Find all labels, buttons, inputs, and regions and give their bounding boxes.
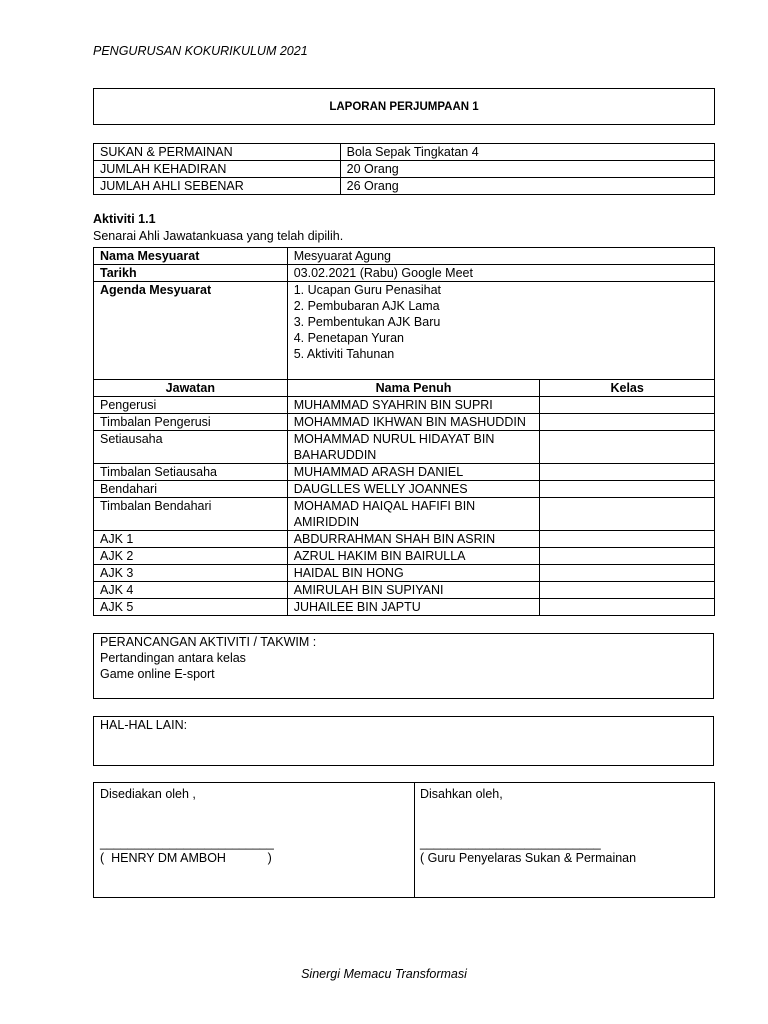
committee-position-cell: Timbalan Setiausaha <box>94 464 288 481</box>
report-title-box <box>93 88 715 125</box>
table-row <box>94 431 715 464</box>
summary-table <box>93 143 715 195</box>
agenda-item: 1. Ucapan Guru Penasihat <box>293 283 442 297</box>
approved-by-section <box>414 783 714 897</box>
committee-name-cell: MOHAMMAD NURUL HIDAYAT BIN BAHARUDDIN <box>287 431 540 464</box>
committee-class-cell <box>540 414 715 431</box>
committee-class-cell <box>540 599 715 616</box>
committee-class-cell <box>540 481 715 498</box>
summary-row <box>94 161 715 178</box>
committee-header-row <box>94 380 715 397</box>
page-footer: Sinergi Memacu Transformasi <box>301 967 467 981</box>
committee-position-cell: Timbalan Bendahari <box>94 498 288 531</box>
prepared-by-label: Disediakan oleh , <box>100 787 196 801</box>
table-row <box>94 481 715 498</box>
table-row <box>94 548 715 565</box>
committee-table <box>93 247 715 616</box>
summary-row <box>94 144 715 161</box>
activity-title: Aktiviti 1.1 <box>93 212 156 226</box>
committee-name-cell: ABDURRAHMAN SHAH BIN ASRIN <box>287 531 540 548</box>
committee-position-cell: AJK 1 <box>94 531 288 548</box>
agenda-item: 2. Pembubaran AJK Lama <box>293 299 440 313</box>
committee-name-cell: JUHAILEE BIN JAPTU <box>287 599 540 616</box>
committee-name-cell: AZRUL HAKIM BIN BAIRULLA <box>287 548 540 565</box>
table-row <box>94 582 715 599</box>
summary-row <box>94 178 715 195</box>
summary-label: JUMLAH AHLI SEBENAR <box>94 178 341 195</box>
committee-class-cell <box>540 464 715 481</box>
meeting-date-value: 03.02.2021 (Rabu) Google Meet <box>287 265 714 282</box>
meeting-date-row <box>94 265 715 282</box>
meeting-agenda-label: Agenda Mesyuarat <box>94 282 288 380</box>
summary-value: Bola Sepak Tingkatan 4 <box>340 144 714 161</box>
committee-name-cell: DAUGLLES WELLY JOANNES <box>287 481 540 498</box>
committee-class-cell <box>540 548 715 565</box>
committee-name-cell: HAIDAL BIN HONG <box>287 565 540 582</box>
committee-position-cell: AJK 5 <box>94 599 288 616</box>
summary-value: 26 Orang <box>340 178 714 195</box>
meeting-date-label: Tarikh <box>94 265 288 282</box>
meeting-agenda-row <box>94 282 715 380</box>
planning-item: Pertandingan antara kelas <box>100 651 246 665</box>
committee-name-cell: MOHAMAD HAIQAL HAFIFI BIN AMIRIDDIN <box>287 498 540 531</box>
committee-position-cell: Timbalan Pengerusi <box>94 414 288 431</box>
committee-class-cell <box>540 397 715 414</box>
table-row <box>94 565 715 582</box>
activity-description: Senarai Ahli Jawatankuasa yang telah dipilih. <box>93 229 344 243</box>
committee-position-cell: AJK 3 <box>94 565 288 582</box>
table-row <box>94 414 715 431</box>
other-matters-title: HAL-HAL LAIN: <box>100 718 188 732</box>
committee-class-cell <box>540 431 715 464</box>
committee-rows <box>94 397 715 616</box>
column-header-position: Jawatan <box>94 380 288 397</box>
agenda-item: 3. Pembentukan AJK Baru <box>293 315 441 329</box>
planning-box <box>93 633 714 699</box>
meeting-name-row <box>94 248 715 265</box>
table-row <box>94 531 715 548</box>
committee-class-cell <box>540 565 715 582</box>
prepared-by-name: ( HENRY DM AMBOH ) <box>100 851 272 865</box>
committee-class-cell <box>540 531 715 548</box>
column-header-full-name: Nama Penuh <box>287 380 540 397</box>
report-title: LAPORAN PERJUMPAAN 1 <box>329 101 479 113</box>
meeting-agenda-list <box>287 282 714 380</box>
committee-position-cell: Pengerusi <box>94 397 288 414</box>
summary-value: 20 Orang <box>340 161 714 178</box>
committee-class-cell <box>540 498 715 531</box>
committee-position-cell: AJK 2 <box>94 548 288 565</box>
committee-name-cell: MOHAMMAD IKHWAN BIN MASHUDDIN <box>287 414 540 431</box>
page-header: PENGURUSAN KOKURIKULUM 2021 <box>93 44 308 58</box>
summary-label: SUKAN & PERMAINAN <box>94 144 341 161</box>
approved-by-label: Disahkan oleh, <box>420 787 503 801</box>
table-row <box>94 464 715 481</box>
committee-name-cell: AMIRULAH BIN SUPIYANI <box>287 582 540 599</box>
committee-position-cell: AJK 4 <box>94 582 288 599</box>
summary-label: JUMLAH KEHADIRAN <box>94 161 341 178</box>
meeting-name-label: Nama Mesyuarat <box>94 248 288 265</box>
approved-by-signature-line: __________________________ <box>420 836 601 850</box>
table-row <box>94 498 715 531</box>
committee-class-cell <box>540 582 715 599</box>
table-row <box>94 397 715 414</box>
other-matters-box <box>93 716 714 766</box>
committee-position-cell: Bendahari <box>94 481 288 498</box>
committee-name-cell: MUHAMMAD ARASH DANIEL <box>287 464 540 481</box>
approved-by-name: ( Guru Penyelaras Sukan & Permainan <box>420 851 637 865</box>
meeting-name-value: Mesyuarat Agung <box>287 248 714 265</box>
prepared-by-signature-line: _________________________ <box>100 836 274 850</box>
committee-name-cell: MUHAMMAD SYAHRIN BIN SUPRI <box>287 397 540 414</box>
signature-box <box>93 782 715 898</box>
agenda-item: 4. Penetapan Yuran <box>293 331 404 345</box>
committee-position-cell: Setiausaha <box>94 431 288 464</box>
planning-title: PERANCANGAN AKTIVITI / TAKWIM : <box>100 635 317 649</box>
planning-item: Game online E-sport <box>100 667 215 681</box>
table-row <box>94 599 715 616</box>
agenda-item: 5. Aktiviti Tahunan <box>293 347 395 361</box>
prepared-by-section <box>94 783 415 897</box>
column-header-class: Kelas <box>540 380 715 397</box>
